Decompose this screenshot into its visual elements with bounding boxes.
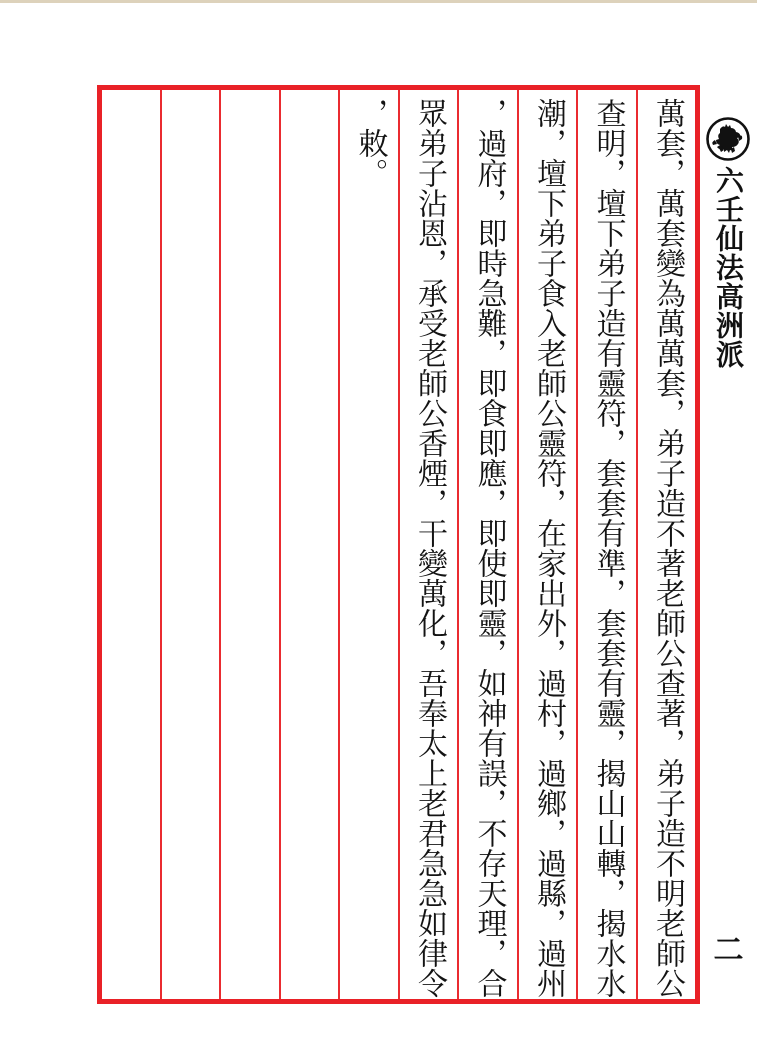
column-text (281, 90, 339, 999)
column-text: ，敕。 (352, 98, 388, 188)
column-text (221, 90, 279, 999)
page-number: 二 (713, 933, 744, 968)
book-title: 六壬仙法高洲派 (712, 166, 745, 369)
manuscript-column-4 (457, 90, 517, 999)
column-text: 查明，壇下弟子造有靈符，套套有準，套套有靈，揭山山轉，揭水水 (590, 98, 626, 998)
column-text (162, 90, 220, 999)
manuscript-column-9-empty (160, 90, 220, 999)
manuscript-column-7-empty (279, 90, 339, 999)
manuscript-column-6 (338, 90, 398, 999)
column-text: 潮，壇下弟子食入老師公靈符，在家出外，過村，過鄉，過縣，過州 (531, 98, 566, 998)
manuscript-column-3 (517, 90, 577, 999)
manuscript-column-10-empty (102, 90, 160, 999)
qilin-seal-icon (705, 116, 751, 162)
page-top-rule (0, 0, 757, 3)
manuscript-column-2 (576, 90, 636, 999)
manuscript-column-1 (636, 90, 696, 999)
manuscript-grid (97, 85, 700, 1004)
column-text: ，過府，即時急難，即食即應，即使即靈，如神有誤，不存天理，合 (471, 98, 507, 998)
column-text (102, 90, 160, 999)
manuscript-column-5 (398, 90, 458, 999)
manuscript-column-8-empty (219, 90, 279, 999)
column-text: 眾弟子沾恩，承受老師公香煙，干變萬化，吾奉太上老君急急如律令 (412, 98, 447, 998)
column-text: 萬套，萬套變為萬萬套，弟子造不著老師公查著，弟子造不明老師公 (650, 98, 685, 998)
